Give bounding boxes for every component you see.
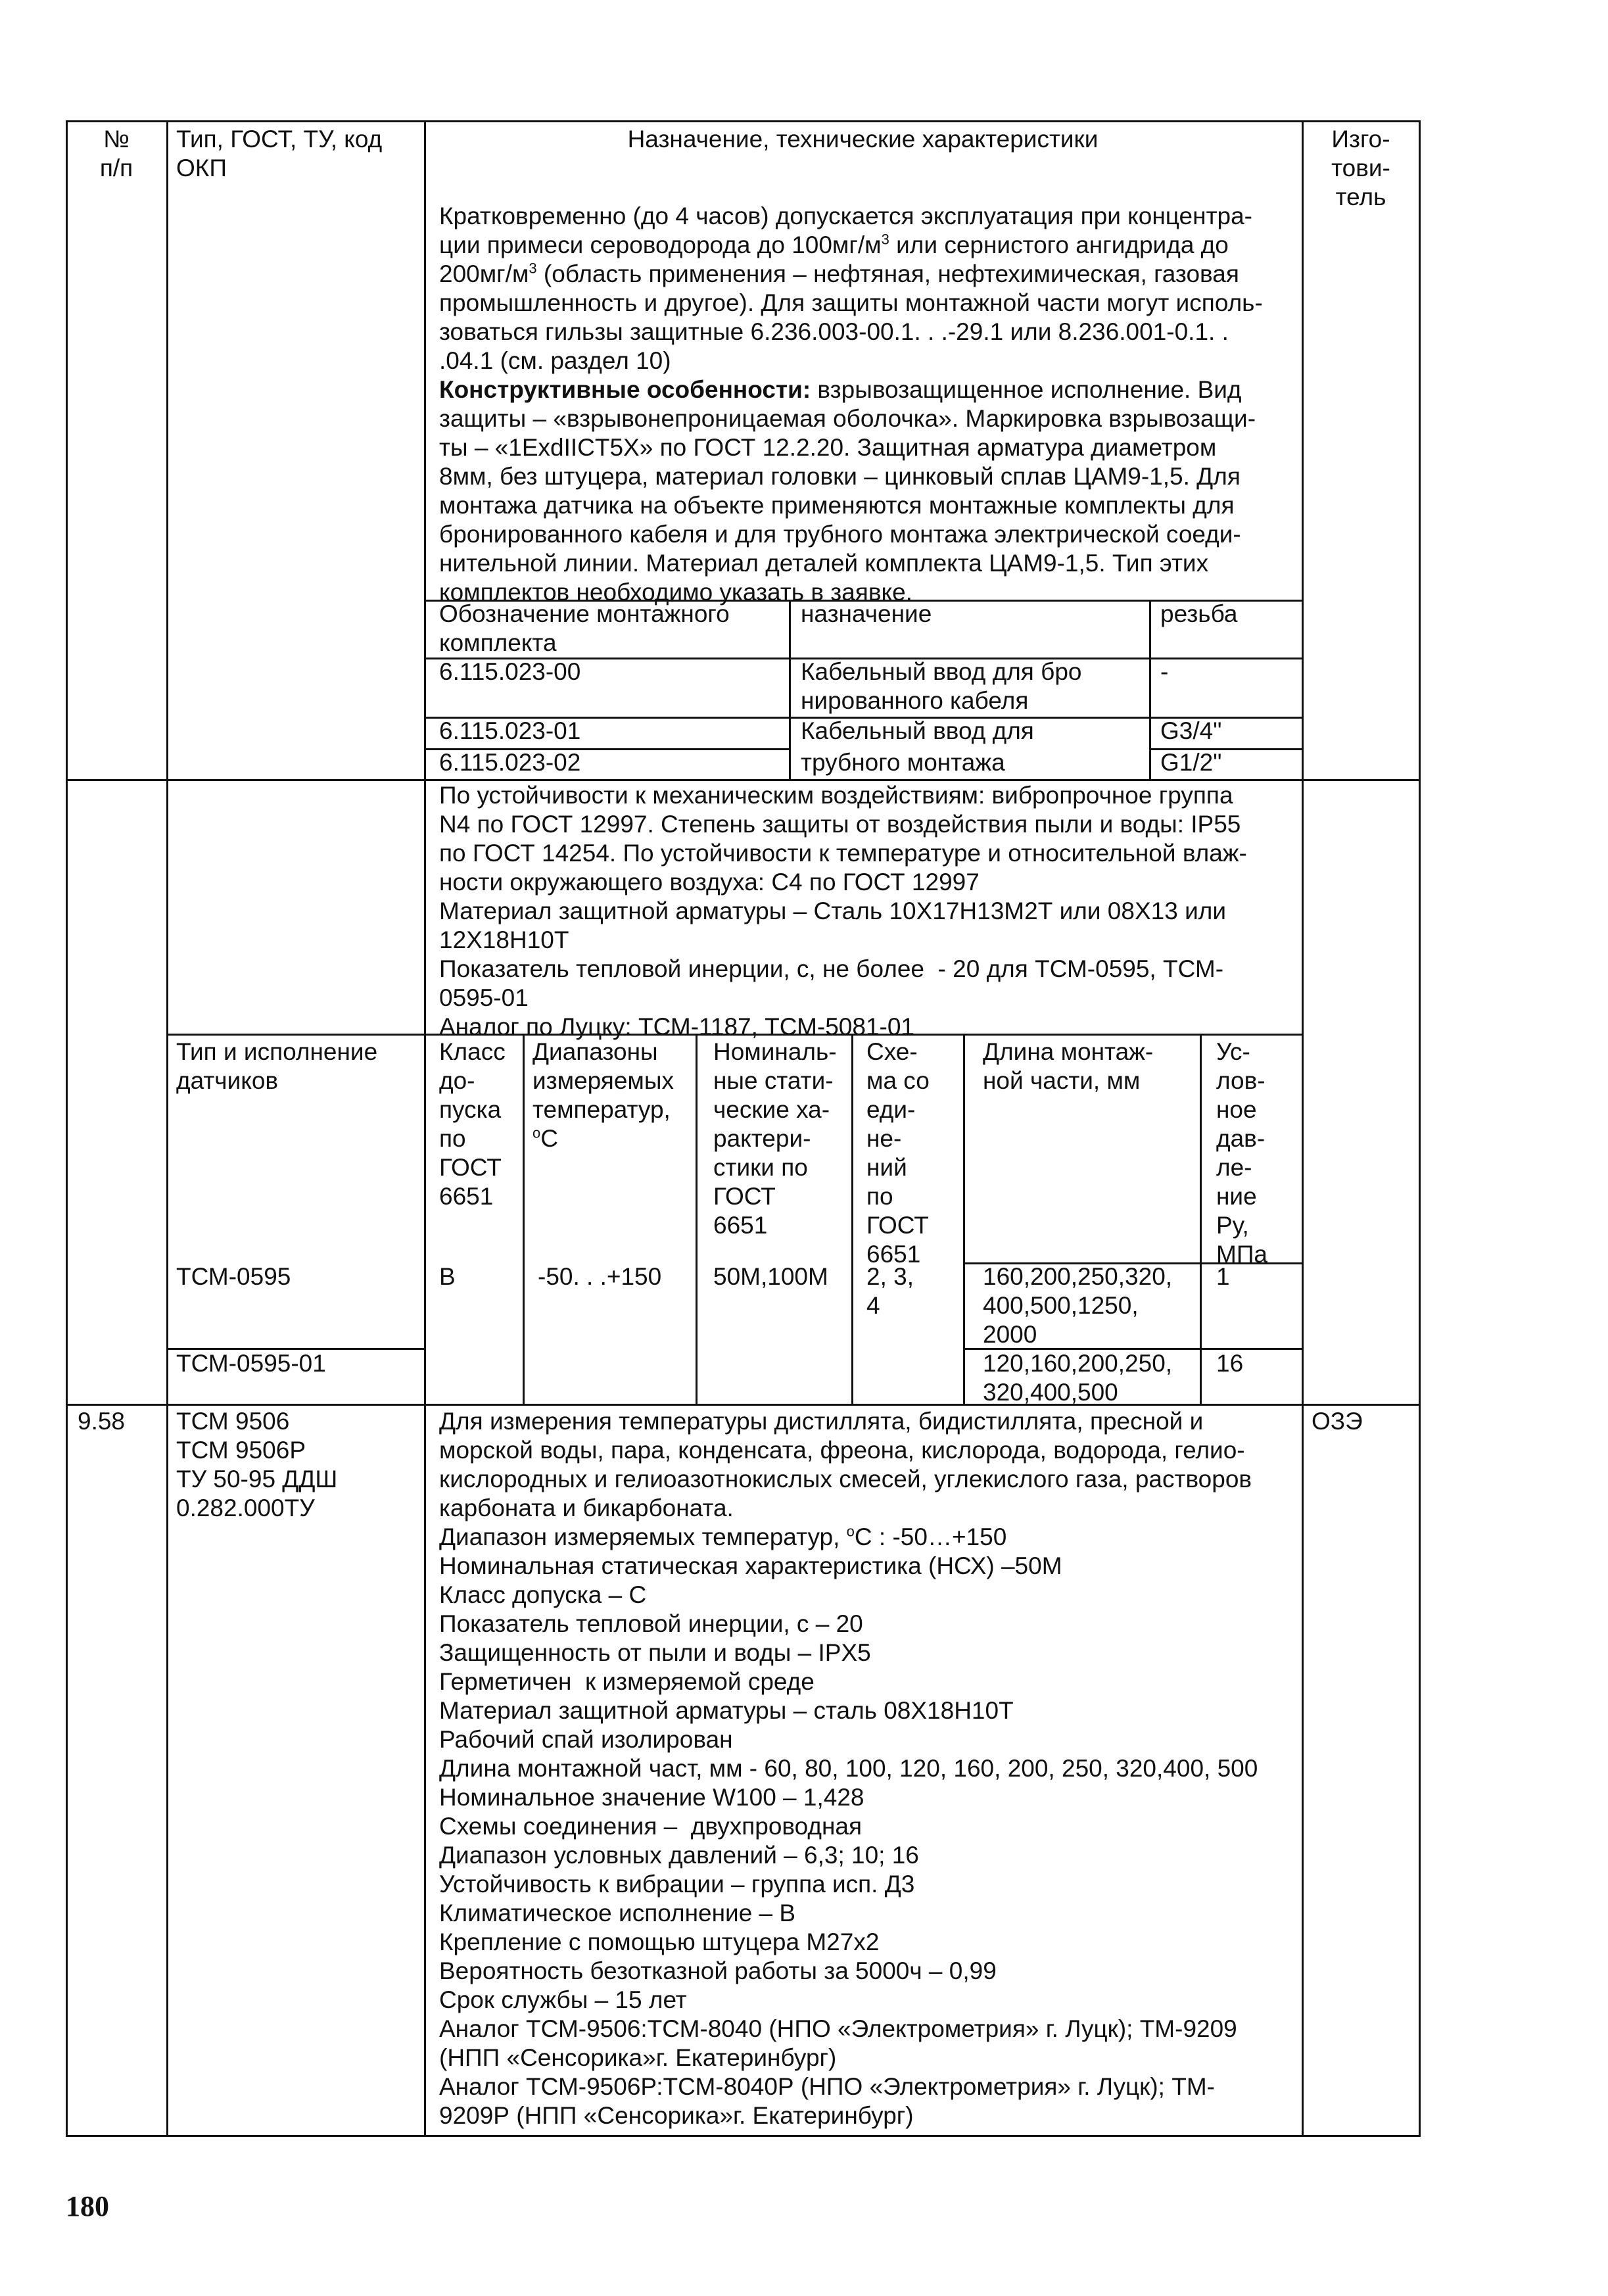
table-border-right: [1419, 120, 1421, 2137]
spec-header-scheme: Схе- ма со еди- не- ний по ГОСТ 6651: [866, 1038, 930, 1268]
kit-row3-purpose: трубного монтажа: [801, 749, 1005, 776]
row3-manufacturer: ОЗЭ: [1312, 1408, 1363, 1435]
spec-col-divider-e: [1200, 1034, 1202, 1404]
kit-row2-purpose: Кабельный ввод для: [801, 717, 1034, 744]
kit-table-col-divider-2: [1149, 600, 1151, 779]
kit-row3-thread: G1/2": [1160, 749, 1222, 776]
row3-description: Для измерения температуры дистиллята, бидистиллята, пресной и морской воды, пара, конденсата, фреона, кислорода, водорода, гелио- кислородных и гелиоазотнокислых смесей, углекислого газа, растворов карбоната и бикарбоната. Диапазон измеряемых температур, $^o$С : -50…+150 Номинальная статическая характеристика (НСХ) –50М Класс допуска – С Показатель тепловой инерции, с – 20 Защищенность от пыли и воды – IPX5 Герметичен к измеряемой среде Материал защитной арматуры – сталь 08Х18Н10Т Рабочий спай изолирован Длина монтажной част, мм - 60, 80, 100, 120, 160, 200, 250, 320,400, 500 Номинальное значение W100 – 1,428 Схемы соединения – двухпроводная Диапазон условных давлений – 6,3; 10; 16 Устойчивость к вибрации – группа исп. Д3 Климатическое исполнение – В Крепление с помощью штуцера М27х2 Вероятность безотказной работы за 5000ч – 0,99 Срок службы – 15 лет Аналог ТСМ-9506:ТСМ-8040 (НПО «Электрометрия» г. Луцк); ТМ-9209 (НПП «Сенсорика»г. Екатеринбург) Аналог ТСМ-9506Р:ТСМ-8040Р (НПО «Электрометрия» г. Луцк); ТМ- 9209Р (НПП «Сенсорика»г. Екатеринбург): [439, 1408, 1258, 2129]
table-border-col1: [166, 120, 168, 2137]
sensor1-scheme: 2, 3, 4: [866, 1263, 914, 1319]
kit-header-purpose: назначение: [801, 600, 932, 627]
spec-col-divider-d: [963, 1034, 965, 1404]
row1-description: Кратковременно (до 4 часов) допускается эксплуатация при концентра- ции примеси сероводорода до $100мг/м^3$ или сернистого ангидрида до $200мг/м^3$ (область применения – нефтяная, нефтехимическая, газовая промышленность и другое). Для защиты монтажной части могут исполь- зоваться гильзы защитные 6.236.003-00.1. . .-29.1 или 8.236.001-0.1. . .04.1 (см. раздел 10) Конструктивные особенности: взрывозащищенное исполнение. Вид защиты – «взрывонепроницаемая оболочка». Маркировка взрывозащи- ты – «1ExdIICT5X» по ГОСТ 12.2.20. Защитная арматура диаметром 8мм, без штуцера, материал головки – цинковый сплав ЦАМ9-1,5. Для монтажа датчика на объекте применяются монтажные комплекты для бронированного кабеля и для трубного монтажа электрической соеди- нительной линии. Материал деталей комплекта ЦАМ9-1,5. Тип этих комплектов необходимо указать в заявке.: [439, 203, 1263, 606]
header-col-type: Тип, ГОСТ, ТУ, код ОКП: [176, 126, 383, 181]
sensor1-type: ТСМ-0595: [176, 1263, 291, 1290]
sensor1-pressure: 1: [1216, 1263, 1230, 1290]
kit-row1-code: 6.115.023-00: [439, 658, 581, 685]
table-border-top: [66, 120, 1421, 122]
spec-header-sensor-type: Тип и исполнение датчиков: [176, 1038, 378, 1094]
row3-number: 9.58: [78, 1408, 126, 1435]
sensor1-range: -50. . .+150: [538, 1263, 662, 1290]
sensor2-pressure: 16: [1216, 1350, 1244, 1377]
spec-header-nsh: Номиналь- ные стати- ческие ха- рактери- стики по ГОСТ 6651: [713, 1038, 837, 1239]
kit-row3-code: 6.115.023-02: [439, 749, 581, 776]
kit-row1-thread: -: [1160, 658, 1169, 685]
sensor1-length: 160,200,250,320, 400,500,1250, 2000: [983, 1263, 1173, 1348]
table-border-left: [66, 120, 68, 2137]
spec-col-divider-a: [523, 1034, 525, 1404]
row2-description: По устойчивости к механическим воздействиям: вибропрочное группа N4 по ГОСТ 12997. Степень защиты от воздействия пыли и воды: IP55 по ГОСТ 14254. По устойчивости к температуре и относительной влаж- ности окружающего воздуха: С4 по ГОСТ 12997 Материал защитной арматуры – Сталь 10Х17Н13М2Т или 08Х13 или 12Х18Н10Т Показатель тепловой инерции, с, не более - 20 для ТСМ-0595, ТСМ- 0595-01 Аналог по Луцку: ТСМ-1187, ТСМ-5081-01: [439, 782, 1247, 1040]
header-col-manufacturer: Изго- тови- тель: [1331, 126, 1390, 210]
spec-header-class: Класс до- пуска по ГОСТ 6651: [439, 1038, 506, 1210]
spec-col-divider-c: [851, 1034, 853, 1404]
spec-col-divider-b: [696, 1034, 698, 1404]
spec-header-range: Диапазоны измеряемых температур, $^o$C: [532, 1038, 674, 1152]
kit-header-code: Обозначение монтажного комплекта: [439, 600, 730, 656]
kit-row1-purpose: Кабельный ввод для бро нированного кабеля: [801, 658, 1082, 714]
kit-row2-code: 6.115.023-01: [439, 717, 581, 744]
header-col-number: № п/п: [99, 126, 133, 181]
sensor2-length: 120,160,200,250, 320,400,500: [983, 1350, 1173, 1406]
spec-header-length: Длина монтаж- ной части, мм: [983, 1038, 1154, 1094]
header-col-description: Назначение, технические характеристики: [627, 126, 1099, 153]
table-border-col3: [1302, 120, 1304, 2137]
row-divider-2: [66, 1404, 1421, 1406]
spec-header-pressure: Ус- лов- ное дав- ле- ние Ру, МПа: [1216, 1038, 1267, 1268]
table-border-bottom: [66, 2135, 1421, 2137]
kit-header-thread: резьба: [1160, 600, 1238, 627]
kit-table-col-divider-1: [789, 600, 791, 779]
sensor1-class: В: [439, 1263, 456, 1290]
page-number: 180: [66, 2190, 109, 2222]
sensor2-type: ТСМ-0595-01: [176, 1350, 326, 1377]
table-border-col2: [424, 120, 426, 2137]
row3-type: ТСМ 9506 ТСМ 9506Р ТУ 50-95 ДДШ 0.282.000ТУ: [176, 1408, 338, 1521]
sensor1-nsh: 50М,100М: [713, 1263, 828, 1290]
kit-row2-thread: G3/4": [1160, 717, 1222, 744]
